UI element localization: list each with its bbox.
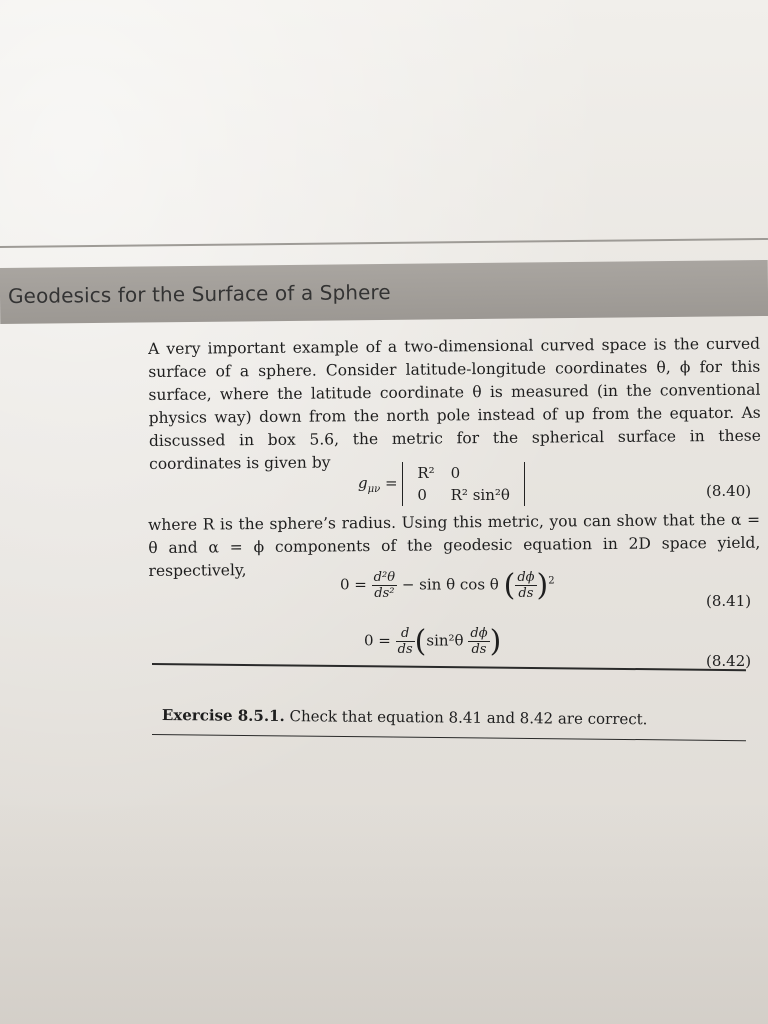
eq841-power: 2 [548, 575, 555, 587]
second-paragraph: where R is the sphere’s radius. Using this metric, you can show that the α = θ and α = ϕ components of the geodesic equation in 2D space yield, respectively, [148, 510, 761, 580]
equation-8-41 [340, 568, 555, 603]
eq842-frac2-denominator: ds [471, 642, 487, 657]
eq841-frac1-numerator: d²θ [373, 570, 396, 585]
exercise-bottom-rule [152, 734, 746, 741]
eq842-fraction-1 [396, 626, 415, 657]
eq841-frac1-denominator: ds² [374, 586, 395, 601]
exercise-box [162, 706, 722, 729]
left-paren: ( [503, 568, 516, 603]
equation-number-8-41: (8.41) [706, 592, 752, 610]
eq841-lhs: 0 = [340, 575, 367, 594]
equals-sign: = [380, 474, 398, 492]
exercise-text: Check that equation 8.41 and 8.42 are correct. [284, 707, 648, 729]
eq842-frac1-numerator: d [396, 626, 415, 642]
eq841-frac2-denominator: ds [518, 586, 534, 601]
eq841-middle-term: − sin θ cos θ [401, 575, 499, 594]
metric-subscript: μν [367, 484, 381, 495]
eq842-frac2-numerator: dϕ [470, 626, 488, 641]
metric-symbol: g [358, 474, 368, 492]
right-paren: ) [536, 568, 549, 603]
metric-matrix [402, 462, 525, 506]
top-divider-rule [0, 238, 768, 248]
matrix-cell-22: R² sin²θ [450, 486, 510, 504]
eq841-fraction-2 [515, 570, 536, 601]
exercise-top-rule [152, 663, 746, 671]
eq842-middle-term: sin²θ [426, 631, 464, 650]
left-paren: ( [414, 624, 427, 659]
matrix-cell-12: 0 [450, 464, 461, 482]
eq841-frac2-numerator: dϕ [517, 570, 535, 585]
equation-8-40 [358, 462, 525, 506]
eq842-fraction-2 [468, 626, 489, 657]
section-title: Geodesics for the Surface of a Sphere [7, 279, 391, 308]
eq842-frac1-denominator: ds [397, 642, 413, 657]
page-shadow [0, 800, 768, 1024]
eq842-lhs: 0 = [364, 631, 391, 650]
equation-number-8-42: (8.42) [706, 652, 752, 670]
exercise-label: Exercise 8.5.1. [161, 706, 285, 726]
eq841-fraction-1 [372, 570, 397, 601]
right-paren: ) [489, 624, 502, 659]
matrix-cell-21: 0 [417, 486, 427, 504]
equation-8-42 [364, 624, 501, 659]
intro-paragraph: A very important example of a two-dimensional curved space is the curved surface of a sphere. Consider latitude-longitude coordinates θ, ϕ for this surface, where the latitude coordinate θ is measured (in the conventional physics way) down from the north pole instead of up from the equator. As discussed in box 5.6, the metric for the spherical surface in these coordinates is given by [148, 334, 761, 473]
matrix-cell-11: R² [417, 464, 435, 482]
equation-number-8-40: (8.40) [706, 482, 752, 500]
